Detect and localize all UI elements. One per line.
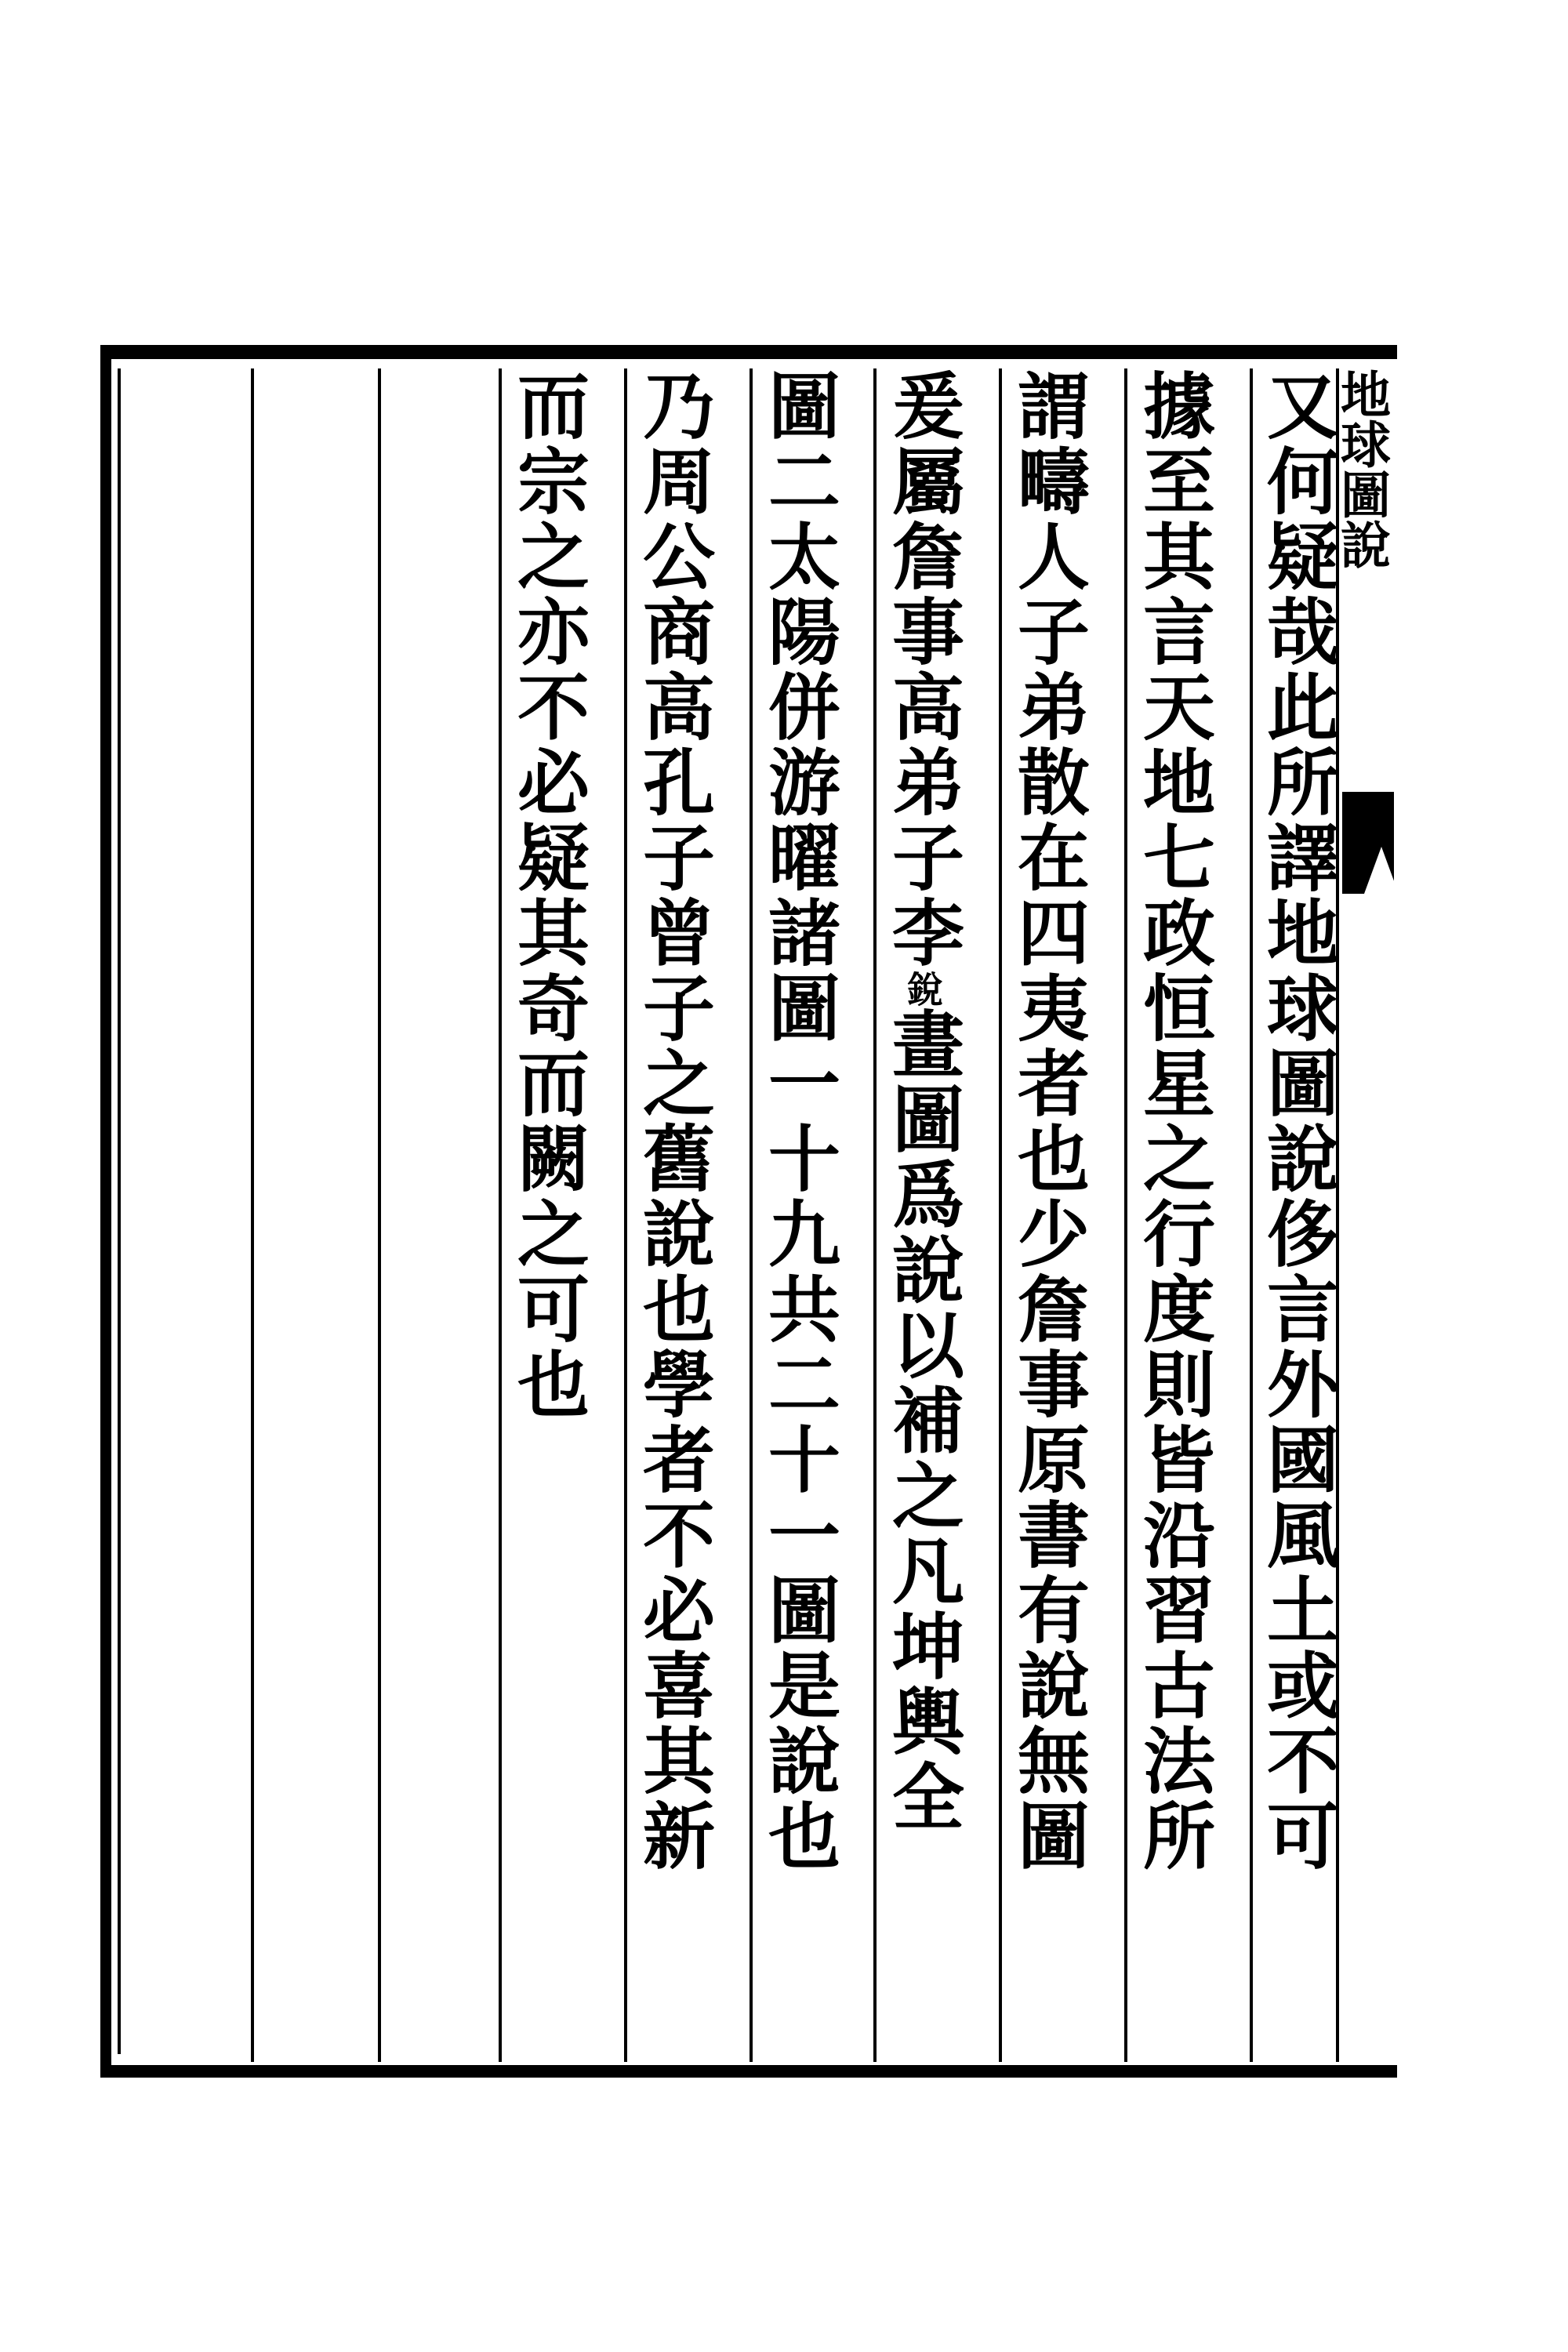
column-rule [1124,368,1127,2062]
text-column-2: 據至其言天地七政恒星之行度則皆沿習古法所 [1131,368,1216,1874]
text-column-6: 乃周公商高孔子曾子之舊說也學者不必喜其新 [631,368,716,1874]
fish-tail-notch [1364,847,1399,894]
column-rule [378,368,381,2062]
column-rule [499,368,502,2062]
frame-top-border [100,345,1397,359]
text-column-5: 圖二太陽併游曜諸圖一十九共二十一圖是說也 [757,368,841,1874]
column-rule [251,368,254,2062]
column-rule [999,368,1002,2062]
margin-title: 地球圖說 [1332,368,1391,569]
frame-bottom-border [100,2065,1397,2078]
frame-left-border [100,345,111,2078]
text-column-4-before: 爰屬詹事高弟子李 [880,368,965,971]
column-rule [873,368,877,2062]
text-column-4 [880,368,966,2062]
column-rule [1250,368,1253,2062]
text-column-1: 又何疑哉此所譯地球圖說侈言外國風土或不可 [1255,368,1340,1874]
interlinear-note: 銳 [902,971,944,1007]
column-rule [750,368,753,2062]
text-column-4-after: 畫圖爲說以補之凡坤輿全 [880,1007,965,1835]
column-rule [624,368,627,2062]
text-column-3: 謂疇人子弟散在四夷者也少詹事原書有說無圖 [1006,368,1091,1874]
frame-left-inner-border [118,368,121,2054]
text-column-7: 而宗之亦不必疑其奇而闕之可也 [506,368,590,1422]
